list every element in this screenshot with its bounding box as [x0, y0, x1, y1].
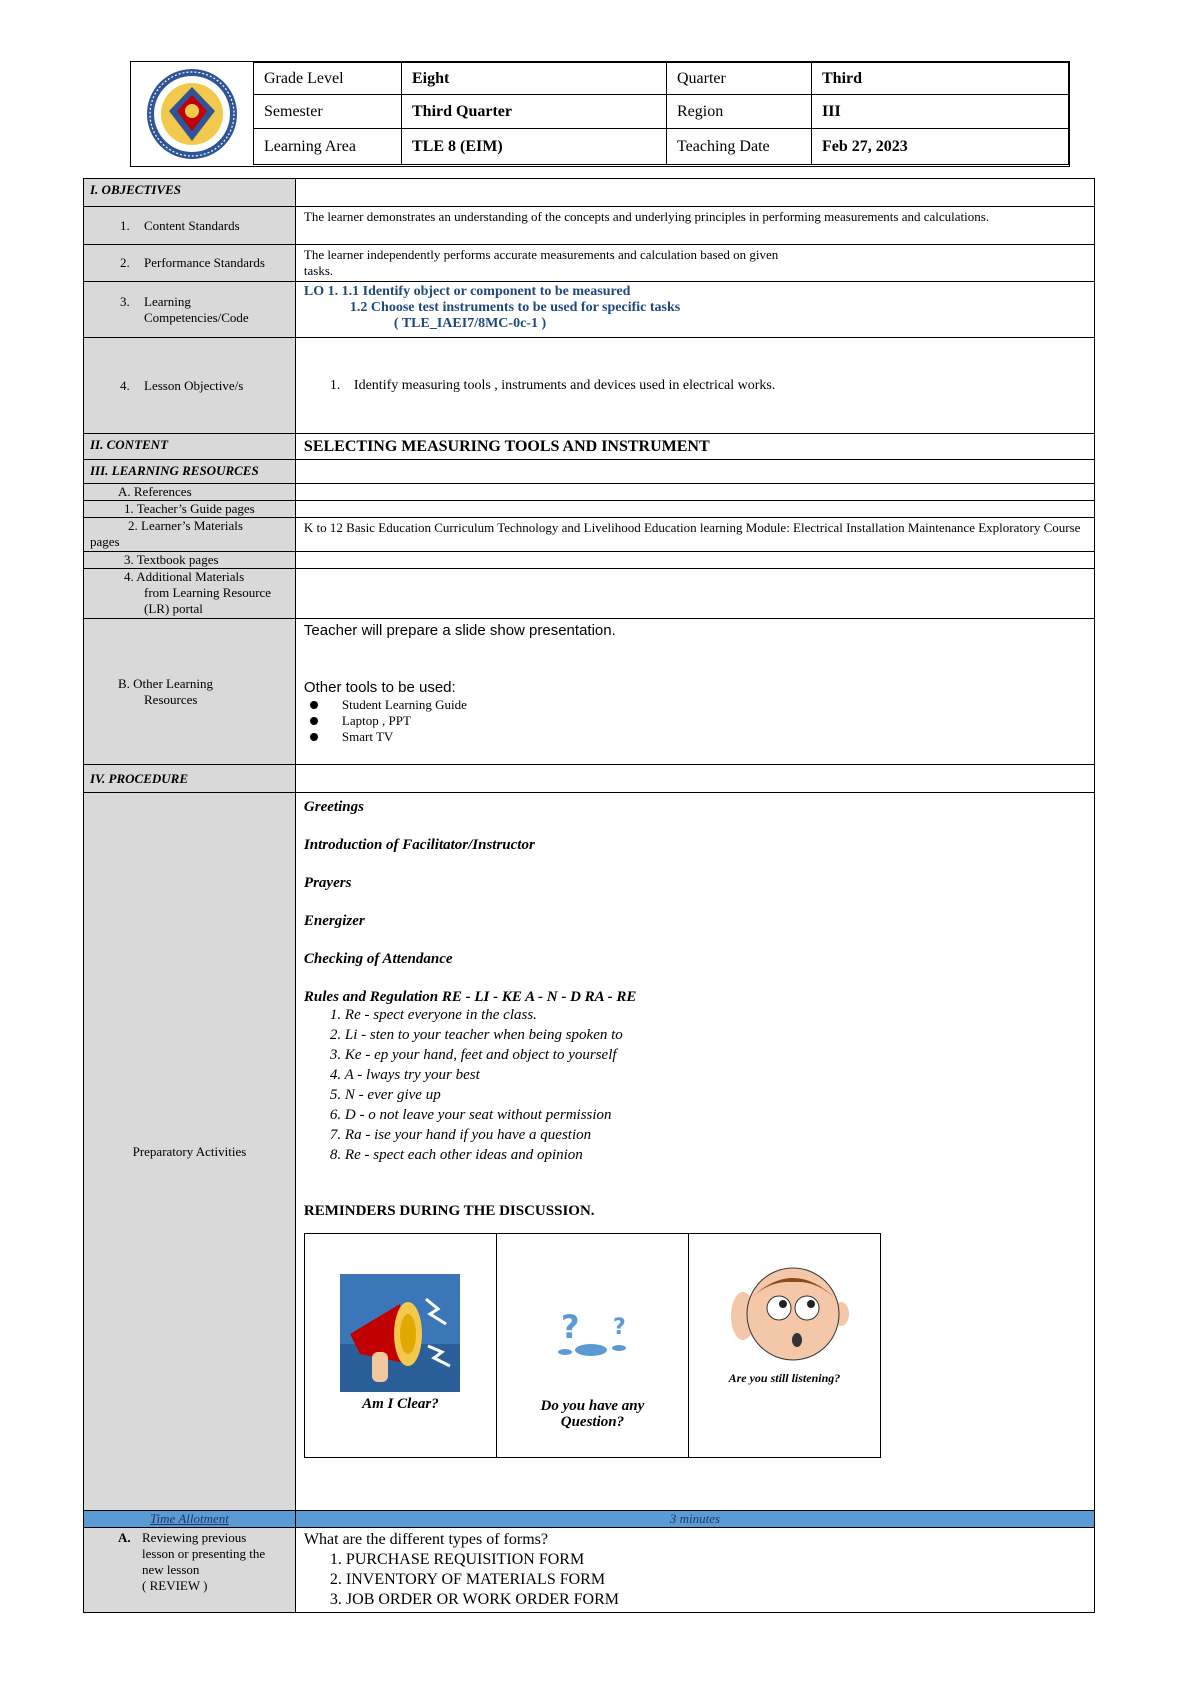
- learners-materials-line-1: 2. Learner’s Materials: [128, 518, 243, 533]
- rules-title: Rules and Regulation RE - LI - KE A - N - D RA - RE: [303, 989, 637, 1005]
- lesson-plan-table: [83, 178, 1095, 1613]
- performance-line-2: tasks.: [303, 263, 334, 278]
- greetings: Greetings: [303, 799, 364, 815]
- procedure-heading-right: [295, 765, 1094, 793]
- review-label-line-2: lesson or presenting the: [142, 1546, 266, 1561]
- learners-materials-line-2: pages: [90, 534, 120, 549]
- additional-line-2: from Learning Resource: [144, 585, 272, 600]
- additional-line-1: 4. Additional Materials: [124, 569, 245, 584]
- quarter-label: Quarter: [667, 63, 812, 95]
- review-label: [84, 1528, 296, 1613]
- other-resources-line-2: Resources: [144, 691, 198, 707]
- other-tools-text: Other tools to be used:: [303, 679, 456, 696]
- learners-materials-label: [84, 518, 296, 552]
- performance-line-1: The learner independently performs accurate measurements and calculation based on given: [303, 247, 779, 262]
- region-label: Region: [667, 95, 812, 129]
- list-item: 5. N - ever give up: [329, 1087, 441, 1103]
- competencies-text: [295, 282, 1094, 338]
- competency-line-1: LO 1. 1.1 Identify object or component to be measured: [303, 284, 631, 299]
- other-resources-label: [84, 619, 296, 765]
- lesson-objectives-num: 4.: [120, 377, 130, 393]
- reminders-title: REMINDERS DURING THE DISCUSSION.: [303, 1203, 595, 1219]
- performance-standards-label: [84, 245, 296, 282]
- references-label: A. References: [84, 484, 296, 501]
- reminder-caption-3: Are you still listening?: [728, 1371, 841, 1385]
- objectives-heading-right: [295, 179, 1094, 207]
- list-item: 3. Ke - ep your hand, feet and object to yourself: [329, 1047, 617, 1063]
- list-item: 8. Re - spect each other ideas and opinion: [329, 1147, 583, 1163]
- additional-materials-label: [84, 569, 296, 619]
- procedure-heading: IV. PROCEDURE: [84, 765, 296, 793]
- svg-text:?: ?: [560, 1308, 580, 1346]
- list-item: 4. A - lways try your best: [329, 1067, 480, 1083]
- performance-standards-text: [295, 245, 1094, 282]
- megaphone-icon: [340, 1274, 460, 1392]
- svg-text:?: ?: [612, 1315, 626, 1340]
- slide-show-text: Teacher will prepare a slide show presentation.: [303, 622, 616, 639]
- review-question: What are the different types of forms?: [303, 1531, 548, 1548]
- resources-heading: III. LEARNING RESOURCES: [84, 460, 296, 484]
- lesson-objectives-text-label: Lesson Objective/s: [144, 377, 244, 393]
- list-item: Smart TV: [304, 729, 1086, 745]
- header-block: [130, 61, 1070, 167]
- textbook-right: [295, 552, 1094, 569]
- semester-label: Semester: [254, 95, 402, 129]
- grade-level-value: Eight: [402, 63, 667, 95]
- content-standards-label: [84, 207, 296, 245]
- teaching-date-label: Teaching Date: [667, 129, 812, 165]
- teachers-guide-label: 1. Teacher’s Guide pages: [84, 501, 296, 518]
- deped-seal-icon: [145, 67, 239, 161]
- additional-line-3: (LR) portal: [144, 601, 203, 616]
- list-item: 7. Ra - ise your hand if you have a question: [329, 1127, 592, 1143]
- tools-list: [304, 697, 1086, 745]
- references-right: [295, 484, 1094, 501]
- attendance: Checking of Attendance: [303, 951, 453, 967]
- logo-cell: [131, 62, 254, 165]
- resources-heading-right: [295, 460, 1094, 484]
- listening-face-icon: [713, 1256, 857, 1366]
- competencies-label-1: Learning: [144, 293, 191, 309]
- objectives-heading: I. OBJECTIVES: [84, 179, 296, 207]
- reminder-card-clear: [304, 1234, 496, 1458]
- list-item: 1. PURCHASE REQUISITION FORM: [329, 1551, 585, 1568]
- lesson-objectives-text: [295, 338, 1094, 434]
- time-allotment-label: Time Allotment: [84, 1511, 296, 1528]
- competencies-num: 3.: [120, 293, 130, 309]
- competency-line-3: ( TLE_IAEI7/8MC-0c-1 ): [393, 316, 547, 331]
- learning-area-label: Learning Area: [254, 129, 402, 165]
- reminder-caption-1: Am I Clear?: [362, 1396, 439, 1412]
- competency-line-2: 1.2 Choose test instruments to be used for specific tasks: [349, 300, 681, 315]
- performance-standards-text-label: Performance Standards: [144, 255, 265, 270]
- header-grid: [253, 62, 1069, 165]
- list-item: 6. D - o not leave your seat without permission: [329, 1107, 612, 1123]
- learning-area-value: TLE 8 (EIM): [402, 129, 667, 165]
- preparatory-content: [295, 793, 1094, 1511]
- lesson-objective-num: 1.: [329, 377, 341, 393]
- lesson-objective-item: Identify measuring tools , instruments and devices used in electrical works.: [353, 377, 776, 393]
- learners-materials-text: K to 12 Basic Education Curriculum Technology and Livelihood Education learning Module: Electrical Installation Maintenance Exploratory Course: [295, 518, 1094, 552]
- review-content: [295, 1528, 1094, 1613]
- list-item: Student Learning Guide: [304, 697, 1086, 713]
- review-letter: A.: [118, 1530, 131, 1545]
- list-item: 1. Re - spect everyone in the class.: [329, 1007, 537, 1023]
- other-resources-content: [295, 619, 1094, 765]
- competencies-label: [84, 282, 296, 338]
- performance-standards-num: 2.: [120, 255, 130, 270]
- semester-value: Third Quarter: [402, 95, 667, 129]
- content-standards-text-label: Content Standards: [144, 217, 240, 233]
- content-standards-text: The learner demonstrates an understanding of the concepts and underlying principles in performing measurements and calculations.: [295, 207, 1094, 245]
- review-label-line-4: ( REVIEW ): [142, 1578, 208, 1593]
- question-marks-icon: [543, 1304, 643, 1368]
- reminders-table: [304, 1233, 881, 1458]
- lesson-objectives-label: [84, 338, 296, 434]
- list-item: 3. JOB ORDER OR WORK ORDER FORM: [329, 1591, 619, 1608]
- list-item: 2. Li - sten to your teacher when being spoken to: [329, 1027, 623, 1043]
- content-heading: II. CONTENT: [84, 434, 296, 460]
- review-label-line-1: Reviewing previous: [142, 1530, 247, 1545]
- time-allotment-value: 3 minutes: [295, 1511, 1094, 1528]
- energizer: Energizer: [303, 913, 365, 929]
- teachers-guide-right: [295, 501, 1094, 518]
- list-item: 2. INVENTORY OF MATERIALS FORM: [329, 1571, 606, 1588]
- competencies-label-2: Competencies/Code: [144, 309, 249, 325]
- list-item: Laptop , PPT: [304, 713, 1086, 729]
- content-standards-num: 1.: [120, 217, 130, 233]
- rules-list: [304, 1005, 1086, 1165]
- additional-materials-right: [295, 569, 1094, 619]
- prayers: Prayers: [303, 875, 352, 891]
- textbook-label: 3. Textbook pages: [84, 552, 296, 569]
- reminder-caption-2: Do you have any Question?: [540, 1398, 645, 1430]
- reminder-card-listening: [688, 1234, 880, 1458]
- preparatory-label: Preparatory Activities: [84, 793, 296, 1511]
- introduction: Introduction of Facilitator/Instructor: [303, 837, 535, 853]
- region-value: III: [812, 95, 1069, 129]
- quarter-value: Third: [812, 63, 1069, 95]
- content-title: SELECTING MEASURING TOOLS AND INSTRUMENT: [295, 434, 1094, 460]
- teaching-date-value: Feb 27, 2023: [812, 129, 1069, 165]
- reminder-card-question: [496, 1234, 688, 1458]
- review-label-line-3: new lesson: [142, 1562, 200, 1577]
- grade-level-label: Grade Level: [254, 63, 402, 95]
- other-resources-line-1: B. Other Learning: [118, 675, 213, 691]
